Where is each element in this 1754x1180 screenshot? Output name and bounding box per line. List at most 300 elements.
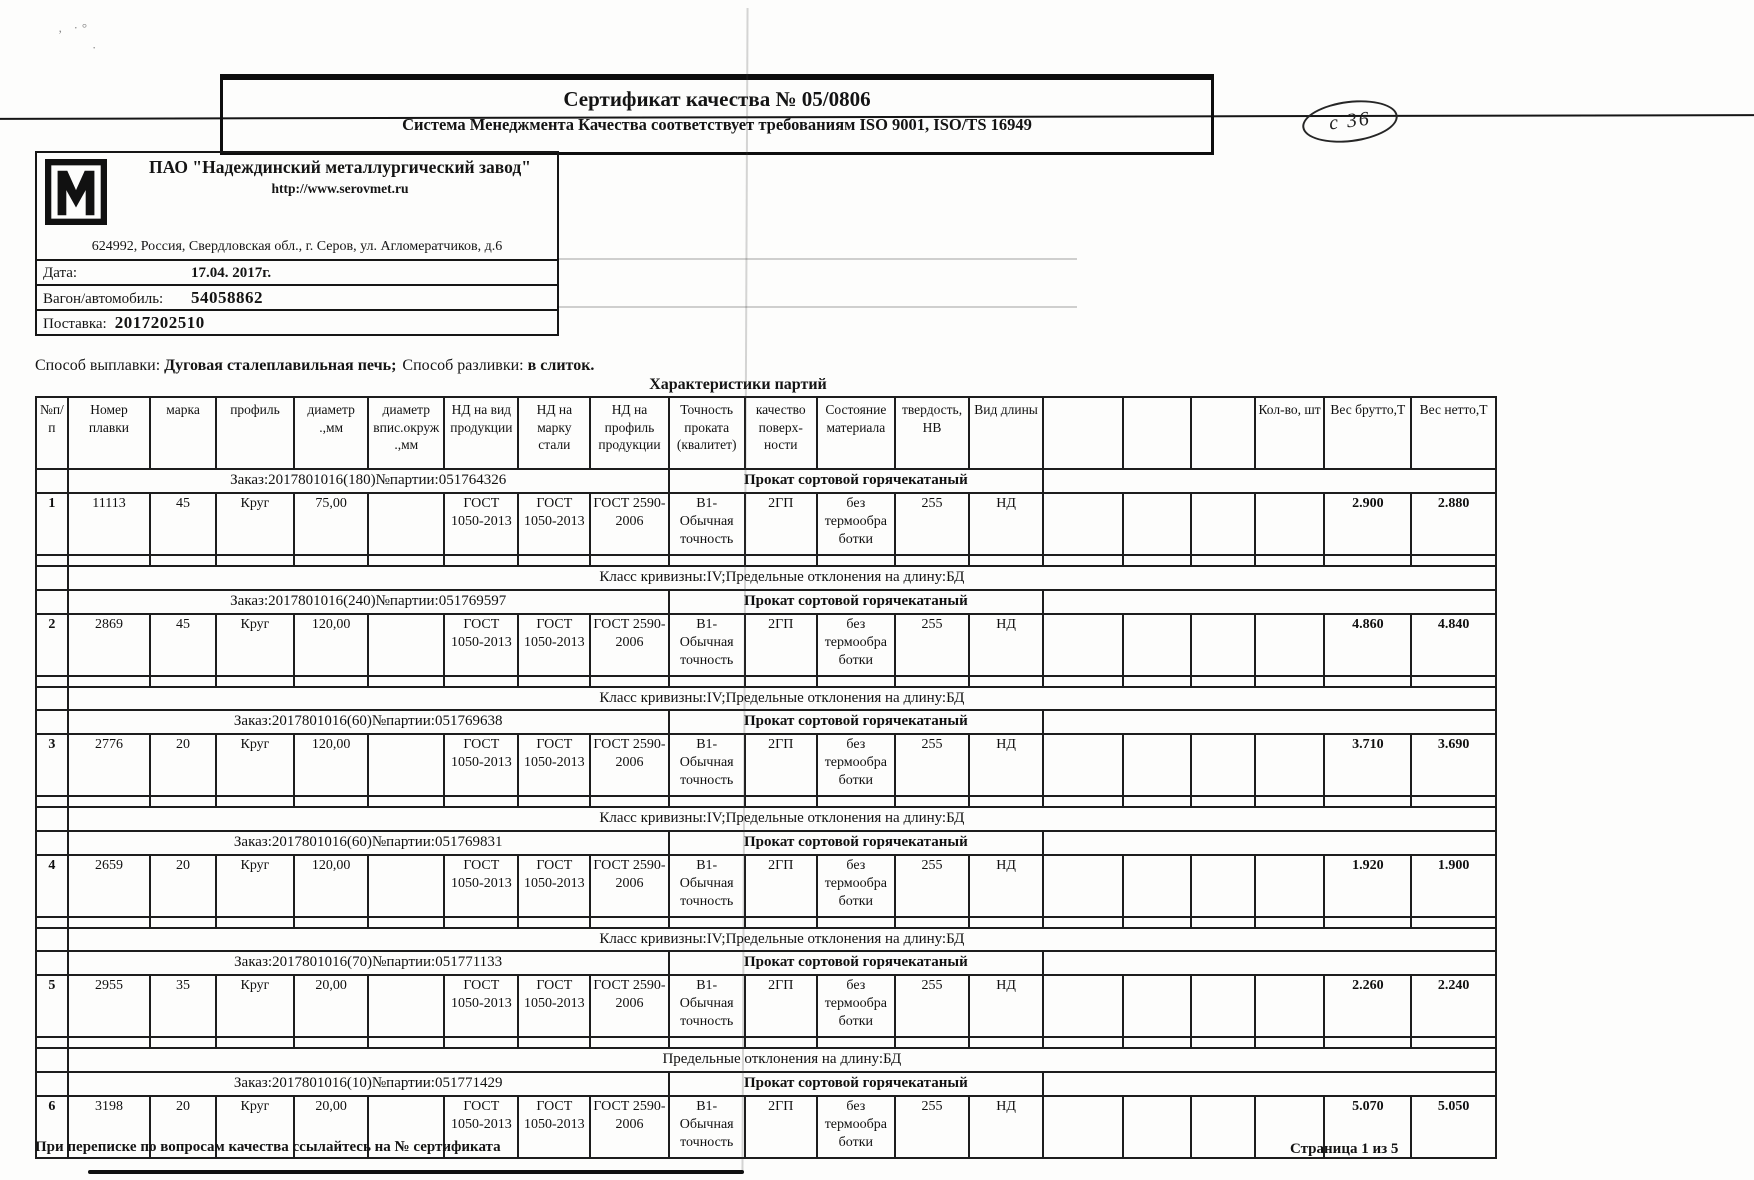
order-row-num-cell — [36, 1072, 68, 1096]
spacer-cell — [216, 917, 294, 928]
data-cell: 2869 — [68, 614, 151, 676]
spacer-cell — [444, 1037, 518, 1048]
spacer-cell — [36, 917, 68, 928]
data-cell — [1123, 855, 1191, 917]
data-cell: 5.050 — [1411, 1096, 1496, 1158]
data-cell — [1191, 1096, 1254, 1158]
data-cell — [1191, 493, 1254, 555]
order-row — [36, 590, 1496, 614]
product-cell: Прокат сортовой горячекатаный — [669, 1072, 1043, 1096]
data-cell — [1255, 975, 1325, 1037]
spacer-cell — [669, 796, 745, 807]
order-row-empty-cell — [1043, 710, 1496, 734]
order-row-num-cell — [36, 590, 68, 614]
column-header — [1123, 397, 1191, 469]
note-row-num-cell — [36, 687, 68, 711]
spacer-cell — [895, 796, 969, 807]
data-cell: 20,00 — [294, 975, 368, 1037]
data-cell: без термообра ботки — [817, 1096, 895, 1158]
spacer-cell — [969, 555, 1043, 566]
scan-speck: ‚ ·° — [58, 20, 92, 35]
spacer-cell — [36, 1037, 68, 1048]
data-cell — [1255, 493, 1325, 555]
data-cell: 20,00 — [294, 1096, 368, 1158]
spacer-cell — [444, 917, 518, 928]
column-header: НД на профиль продукции — [590, 397, 668, 469]
company-name: ПАО "Надеждинский металлургический завод" — [149, 157, 531, 177]
wagon-value: 54058862 — [191, 288, 263, 307]
data-cell: В1- Обычная точность — [669, 975, 745, 1037]
spacer-cell — [817, 796, 895, 807]
spacer-cell — [150, 796, 216, 807]
data-cell: 5.070 — [1324, 1096, 1411, 1158]
scan-shadow-line — [557, 306, 1077, 308]
data-cell: 255 — [895, 493, 969, 555]
spacer-row — [36, 555, 1496, 566]
spacer-cell — [518, 555, 590, 566]
certificate-header-box — [220, 74, 1214, 155]
spacer-cell — [294, 676, 368, 687]
data-cell: В1- Обычная точность — [669, 855, 745, 917]
certificate-subtitle: Система Менеджмента Качества соответствует требованиям ISO 9001, ISO/TS 16949 — [402, 115, 1032, 134]
column-header: диаметр .,мм — [294, 397, 368, 469]
note-cell: Класс кривизны:IV;Предельные отклонения на длину:БД — [68, 687, 1496, 711]
order-row-num-cell — [36, 951, 68, 975]
spacer-cell — [150, 676, 216, 687]
date-value: 17.04. 2017г. — [191, 265, 272, 281]
handwritten-page-mark — [1300, 95, 1400, 147]
note-row — [36, 687, 1496, 711]
data-cell: 6 — [36, 1096, 68, 1158]
spacer-cell — [1191, 676, 1254, 687]
data-cell: ГОСТ 1050-2013 — [518, 855, 590, 917]
data-cell: ГОСТ 2590-2006 — [590, 493, 668, 555]
column-header: Кол-во, шт — [1255, 397, 1325, 469]
data-cell: 11113 — [68, 493, 151, 555]
spacer-cell — [518, 796, 590, 807]
spacer-cell — [1324, 917, 1411, 928]
order-row — [36, 1072, 1496, 1096]
data-cell: Круг — [216, 975, 294, 1037]
data-cell: ГОСТ 1050-2013 — [518, 614, 590, 676]
product-cell: Прокат сортовой горячекатаный — [669, 951, 1043, 975]
order-row-empty-cell — [1043, 1072, 1496, 1096]
order-cell: Заказ:2017801016(60)№партии:051769638 — [68, 710, 669, 734]
product-cell: Прокат сортовой горячекатаный — [669, 469, 1043, 493]
data-cell — [1255, 734, 1325, 796]
order-row-num-cell — [36, 469, 68, 493]
spacer-cell — [1043, 917, 1123, 928]
data-cell: Круг — [216, 855, 294, 917]
data-cell — [1123, 1096, 1191, 1158]
process-description — [35, 357, 600, 375]
spacer-row — [36, 1037, 1496, 1048]
spacer-cell — [669, 1037, 745, 1048]
data-cell: 35 — [150, 975, 216, 1037]
column-header: диаметр впис.окруж .,мм — [368, 397, 444, 469]
spacer-cell — [150, 1037, 216, 1048]
note-row — [36, 1048, 1496, 1072]
spacer-cell — [150, 555, 216, 566]
spacer-cell — [444, 555, 518, 566]
note-cell: Класс кривизны:IV;Предельные отклонения на длину:БД — [68, 566, 1496, 590]
data-cell: 5 — [36, 975, 68, 1037]
spacer-cell — [294, 1037, 368, 1048]
data-cell: В1- Обычная точность — [669, 1096, 745, 1158]
data-cell — [368, 614, 444, 676]
wagon-label: Вагон/автомобиль: — [43, 291, 164, 307]
column-header: Вес брутто,Т — [1324, 397, 1411, 469]
column-header: качество поверх- ности — [745, 397, 817, 469]
data-cell — [1043, 975, 1123, 1037]
spacer-cell — [1191, 796, 1254, 807]
data-cell: 2955 — [68, 975, 151, 1037]
data-row — [36, 493, 1496, 555]
data-cell: НД — [969, 493, 1043, 555]
data-cell: ГОСТ 1050-2013 — [518, 734, 590, 796]
data-row — [36, 614, 1496, 676]
spacer-cell — [1123, 917, 1191, 928]
data-cell: ГОСТ 2590-2006 — [590, 734, 668, 796]
spacer-cell — [1255, 676, 1325, 687]
spacer-cell — [895, 676, 969, 687]
data-cell: без термообра ботки — [817, 614, 895, 676]
column-header: Вид длины — [969, 397, 1043, 469]
batch-table — [35, 396, 1497, 1159]
spacer-cell — [745, 676, 817, 687]
spacer-cell — [294, 555, 368, 566]
melt-method-label: Способ выплавки: — [35, 357, 161, 374]
delivery-value: 2017202510 — [114, 313, 205, 332]
spacer-cell — [68, 796, 151, 807]
data-cell: ГОСТ 2590-2006 — [590, 975, 668, 1037]
scan-shadow-line — [557, 258, 1077, 260]
data-cell: ГОСТ 1050-2013 — [444, 975, 518, 1037]
data-cell — [1191, 855, 1254, 917]
spacer-cell — [745, 917, 817, 928]
data-cell: 2ГП — [745, 1096, 817, 1158]
data-cell: НД — [969, 1096, 1043, 1158]
data-cell — [1123, 614, 1191, 676]
data-cell: 1.920 — [1324, 855, 1411, 917]
order-row — [36, 469, 1496, 493]
spacer-cell — [294, 917, 368, 928]
spacer-cell — [1191, 1037, 1254, 1048]
handwritten-page-mark-text: с 36 — [1327, 107, 1373, 135]
spacer-row — [36, 917, 1496, 928]
note-row-num-cell — [36, 928, 68, 952]
data-cell — [1255, 614, 1325, 676]
spacer-cell — [68, 676, 151, 687]
data-cell — [1191, 975, 1254, 1037]
company-names — [123, 153, 557, 197]
note-row-num-cell — [36, 807, 68, 831]
cast-method-label: Способ разливки: — [402, 357, 524, 374]
spacer-cell — [1123, 676, 1191, 687]
column-header: НД на вид продукции — [444, 397, 518, 469]
spacer-cell — [669, 917, 745, 928]
spacer-cell — [1411, 917, 1496, 928]
data-cell — [368, 734, 444, 796]
product-cell: Прокат сортовой горячекатаный — [669, 831, 1043, 855]
data-cell: 2ГП — [745, 493, 817, 555]
data-cell: Круг — [216, 493, 294, 555]
column-header: Номер плавки — [68, 397, 151, 469]
data-cell: без термообра ботки — [817, 493, 895, 555]
company-header — [37, 153, 557, 237]
date-row — [37, 259, 557, 284]
data-cell — [1123, 734, 1191, 796]
header-row — [36, 397, 1496, 469]
footer-note: При переписке по вопросам качества ссылайтесь на № сертификата — [35, 1139, 501, 1155]
order-cell: Заказ:2017801016(70)№партии:051771133 — [68, 951, 669, 975]
spacer-cell — [1123, 1037, 1191, 1048]
spacer-cell — [68, 917, 151, 928]
spacer-cell — [590, 555, 668, 566]
data-cell: 3.710 — [1324, 734, 1411, 796]
spacer-cell — [1324, 1037, 1411, 1048]
column-header: профиль — [216, 397, 294, 469]
spacer-cell — [294, 796, 368, 807]
spacer-cell — [1255, 917, 1325, 928]
data-cell: 2 — [36, 614, 68, 676]
scan-streak — [88, 1170, 744, 1174]
data-cell: В1- Обычная точность — [669, 493, 745, 555]
delivery-row — [37, 309, 557, 334]
data-cell: ГОСТ 1050-2013 — [444, 493, 518, 555]
data-cell: ГОСТ 1050-2013 — [444, 855, 518, 917]
spacer-cell — [969, 676, 1043, 687]
order-cell: Заказ:2017801016(180)№партии:051764326 — [68, 469, 669, 493]
order-row-num-cell — [36, 710, 68, 734]
page-indicator: Страница 1 из 5 — [1290, 1141, 1399, 1157]
data-cell: 255 — [895, 975, 969, 1037]
spacer-cell — [1255, 555, 1325, 566]
product-cell: Прокат сортовой горячекатаный — [669, 710, 1043, 734]
data-cell: ГОСТ 2590-2006 — [590, 614, 668, 676]
spacer-cell — [590, 676, 668, 687]
spacer-cell — [1411, 676, 1496, 687]
note-row — [36, 807, 1496, 831]
data-cell: НД — [969, 734, 1043, 796]
order-row-empty-cell — [1043, 831, 1496, 855]
data-cell — [1191, 614, 1254, 676]
spacer-cell — [1043, 1037, 1123, 1048]
data-cell: 255 — [895, 855, 969, 917]
data-cell: ГОСТ 2590-2006 — [590, 855, 668, 917]
data-cell — [1123, 975, 1191, 1037]
spacer-cell — [68, 1037, 151, 1048]
data-cell: 4.840 — [1411, 614, 1496, 676]
data-cell — [1043, 493, 1123, 555]
spacer-cell — [745, 796, 817, 807]
order-row-num-cell — [36, 831, 68, 855]
data-cell: ГОСТ 1050-2013 — [518, 493, 590, 555]
spacer-cell — [745, 555, 817, 566]
data-cell: 1.900 — [1411, 855, 1496, 917]
table-body — [36, 469, 1496, 1158]
data-cell: 2776 — [68, 734, 151, 796]
order-row-empty-cell — [1043, 590, 1496, 614]
data-cell: 2ГП — [745, 975, 817, 1037]
data-cell: 120,00 — [294, 734, 368, 796]
table-header — [36, 397, 1496, 469]
spacer-cell — [1123, 555, 1191, 566]
spacer-cell — [1324, 555, 1411, 566]
spacer-cell — [1255, 1037, 1325, 1048]
spacer-cell — [368, 917, 444, 928]
note-row-num-cell — [36, 1048, 68, 1072]
note-cell: Предельные отклонения на длину:БД — [68, 1048, 1496, 1072]
product-cell: Прокат сортовой горячекатаный — [669, 590, 1043, 614]
spacer-cell — [1123, 796, 1191, 807]
wagon-row — [37, 284, 557, 309]
data-cell: В1- Обычная точность — [669, 614, 745, 676]
data-row — [36, 855, 1496, 917]
column-header: №п/п — [36, 397, 68, 469]
date-label: Дата: — [43, 265, 78, 281]
order-row — [36, 710, 1496, 734]
spacer-cell — [895, 1037, 969, 1048]
spacer-cell — [1255, 796, 1325, 807]
spacer-row — [36, 796, 1496, 807]
column-header: марка — [150, 397, 216, 469]
spacer-cell — [216, 1037, 294, 1048]
spacer-cell — [669, 555, 745, 566]
spacer-cell — [368, 796, 444, 807]
data-cell: 20 — [150, 1096, 216, 1158]
spacer-cell — [1043, 555, 1123, 566]
column-header: Состояние материала — [817, 397, 895, 469]
data-cell — [1123, 493, 1191, 555]
order-cell: Заказ:2017801016(240)№партии:051769597 — [68, 590, 669, 614]
spacer-cell — [36, 676, 68, 687]
spacer-cell — [368, 555, 444, 566]
data-cell — [1043, 734, 1123, 796]
order-row — [36, 951, 1496, 975]
data-cell: без термообра ботки — [817, 734, 895, 796]
spacer-cell — [1043, 796, 1123, 807]
spacer-cell — [817, 1037, 895, 1048]
spacer-cell — [969, 796, 1043, 807]
spacer-cell — [68, 555, 151, 566]
spacer-cell — [590, 917, 668, 928]
data-cell: ГОСТ 1050-2013 — [444, 734, 518, 796]
data-cell — [1043, 1096, 1123, 1158]
spacer-cell — [1324, 796, 1411, 807]
spacer-cell — [368, 676, 444, 687]
company-logo-icon — [45, 159, 107, 225]
data-cell: 4.860 — [1324, 614, 1411, 676]
data-cell — [1191, 734, 1254, 796]
data-cell — [1255, 855, 1325, 917]
data-cell: 2.880 — [1411, 493, 1496, 555]
spacer-cell — [150, 917, 216, 928]
data-cell — [1043, 855, 1123, 917]
cast-method-value: в слиток. — [527, 357, 595, 374]
order-row-empty-cell — [1043, 951, 1496, 975]
spacer-cell — [590, 796, 668, 807]
column-header: НД на марку стали — [518, 397, 590, 469]
data-cell: ГОСТ 1050-2013 — [518, 1096, 590, 1158]
spacer-cell — [817, 555, 895, 566]
spacer-cell — [969, 1037, 1043, 1048]
data-cell: 2.240 — [1411, 975, 1496, 1037]
certificate-title: Сертификат качества № 05/0806 — [563, 87, 871, 111]
spacer-cell — [1324, 676, 1411, 687]
data-cell — [368, 493, 444, 555]
column-header — [1191, 397, 1254, 469]
spacer-cell — [216, 796, 294, 807]
order-cell: Заказ:2017801016(10)№партии:051771429 — [68, 1072, 669, 1096]
company-address: 624992, Россия, Свердловская обл., г. Серов, ул. Агломератчиков, д.6 — [91, 239, 503, 254]
data-row — [36, 734, 1496, 796]
data-cell: без термообра ботки — [817, 975, 895, 1037]
data-cell: ГОСТ 1050-2013 — [444, 614, 518, 676]
data-cell: Круг — [216, 1096, 294, 1158]
data-cell: 120,00 — [294, 614, 368, 676]
data-cell: Круг — [216, 734, 294, 796]
data-cell: 2.260 — [1324, 975, 1411, 1037]
note-cell: Класс кривизны:IV;Предельные отклонения на длину:БД — [68, 928, 1496, 952]
spacer-cell — [590, 1037, 668, 1048]
spacer-cell — [817, 676, 895, 687]
data-cell: ГОСТ 1050-2013 — [444, 1096, 518, 1158]
data-row — [36, 975, 1496, 1037]
data-cell: 4 — [36, 855, 68, 917]
spacer-cell — [518, 1037, 590, 1048]
data-cell: 3.690 — [1411, 734, 1496, 796]
data-cell: 120,00 — [294, 855, 368, 917]
note-cell: Класс кривизны:IV;Предельные отклонения на длину:БД — [68, 807, 1496, 831]
company-website: http://www.serovmet.ru — [271, 181, 409, 197]
spacer-cell — [745, 1037, 817, 1048]
spacer-cell — [216, 555, 294, 566]
spacer-cell — [669, 676, 745, 687]
spacer-cell — [444, 676, 518, 687]
data-cell: без термообра ботки — [817, 855, 895, 917]
note-row — [36, 566, 1496, 590]
data-cell: 3 — [36, 734, 68, 796]
data-cell: 2.900 — [1324, 493, 1411, 555]
spacer-cell — [518, 676, 590, 687]
melt-method-value: Дуговая сталеплавильная печь; — [164, 357, 397, 374]
scan-speck: · — [92, 40, 97, 55]
spacer-cell — [36, 555, 68, 566]
spacer-cell — [1043, 676, 1123, 687]
data-cell: Круг — [216, 614, 294, 676]
data-cell: 75,00 — [294, 493, 368, 555]
data-cell — [368, 975, 444, 1037]
data-cell: 255 — [895, 734, 969, 796]
spacer-row — [36, 676, 1496, 687]
data-cell: 255 — [895, 614, 969, 676]
data-cell: 2ГП — [745, 855, 817, 917]
data-cell: В1- Обычная точность — [669, 734, 745, 796]
spacer-cell — [216, 676, 294, 687]
data-cell: 3198 — [68, 1096, 151, 1158]
note-row-num-cell — [36, 566, 68, 590]
spacer-cell — [1411, 555, 1496, 566]
spacer-cell — [1191, 555, 1254, 566]
data-cell: НД — [969, 975, 1043, 1037]
spacer-cell — [1411, 1037, 1496, 1048]
spacer-cell — [36, 796, 68, 807]
spacer-cell — [895, 917, 969, 928]
spacer-cell — [817, 917, 895, 928]
data-cell: 45 — [150, 493, 216, 555]
spacer-cell — [1411, 796, 1496, 807]
